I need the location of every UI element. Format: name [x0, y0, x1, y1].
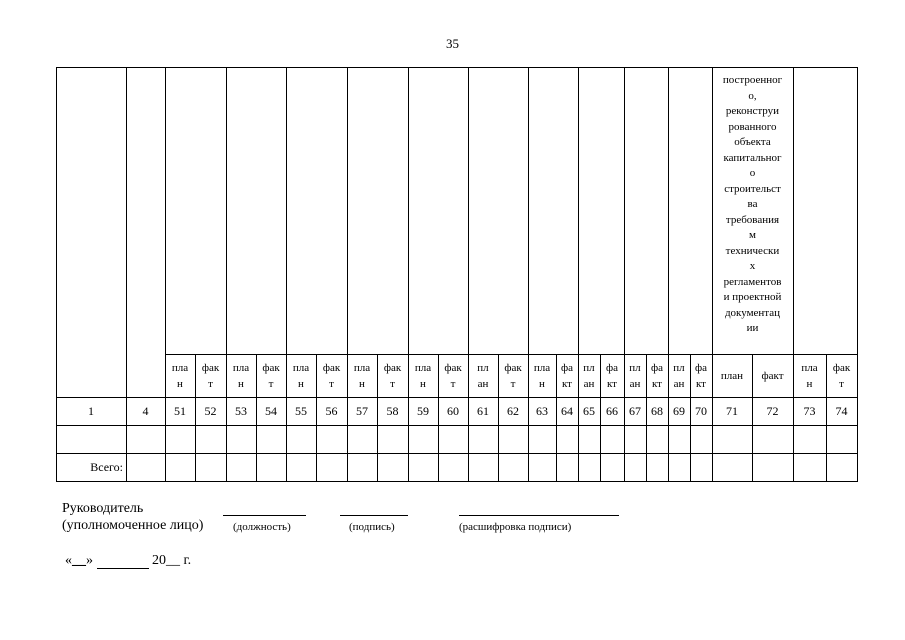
data-row-top-line: [56, 425, 858, 426]
subheader-cell: пла н: [292, 361, 310, 390]
column-number: 65: [583, 404, 595, 418]
signature-caption: (подпись): [349, 521, 395, 533]
subheader-cell: фа кт: [650, 361, 663, 390]
subheader-cell: пла н: [353, 361, 371, 390]
column-number: 72: [766, 404, 779, 418]
subheader-cell: фак т: [444, 361, 462, 390]
column-number: 66: [606, 404, 618, 418]
page-number: 35: [446, 36, 459, 51]
decoding-line: [459, 515, 619, 516]
subheader-cell: пл ан: [629, 361, 641, 390]
column-number: 73: [803, 404, 816, 418]
column-number: 55: [295, 404, 307, 418]
subheader-cell: фак т: [832, 361, 851, 390]
subheader-cell: пла н: [171, 361, 189, 390]
column-number: 54: [265, 404, 277, 418]
column-number: 69: [673, 404, 685, 418]
total-label: Всего:: [90, 460, 123, 474]
subheader-cell: пла н: [232, 361, 250, 390]
table-column-line: [857, 67, 858, 482]
subheader-cell: фа кт: [560, 361, 573, 390]
column-number: 57: [356, 404, 368, 418]
column-number: 67: [629, 404, 641, 418]
column-number: 59: [417, 404, 429, 418]
subheader-cell: фак т: [262, 361, 280, 390]
table-bottom-border: [56, 481, 858, 482]
year-prefix: 20: [152, 553, 166, 568]
column-number: 52: [204, 404, 217, 418]
column-number: 70: [695, 404, 707, 418]
position-line: [223, 515, 306, 516]
report-table: [56, 67, 858, 482]
column-number: 53: [235, 404, 247, 418]
subheader-cell: фа кт: [694, 361, 707, 390]
column-number: 68: [651, 404, 663, 418]
subheader-cell: пл ан: [583, 361, 595, 390]
subheader-cell: фак т: [201, 361, 220, 390]
authorized-person-label: (уполномоченное лицо): [62, 518, 204, 533]
year-suffix: __ г.: [166, 553, 192, 568]
column-number: 4: [142, 404, 149, 418]
column-number: 71: [726, 404, 738, 418]
header-description: построенног о, реконструи рованного объекта капитальног о строительст ва требования м технически х регламентов и проектной документац ии: [722, 74, 783, 334]
column-number: 61: [477, 404, 489, 418]
head-label: Руководитель: [62, 501, 144, 516]
subheader-cell: фа кт: [605, 361, 618, 390]
column-number: 56: [325, 404, 338, 418]
column-number: 51: [174, 404, 186, 418]
column-number: 58: [386, 404, 399, 418]
day-blank: __: [72, 553, 86, 568]
subheader-cell: пла н: [801, 361, 818, 390]
decoding-caption: (расшифровка подписи): [459, 521, 572, 533]
total-row-top-line: [56, 453, 858, 454]
month-blank-line: [97, 568, 149, 569]
subheader-cell: фак т: [504, 361, 522, 390]
subheader-cell: пла н: [533, 361, 551, 390]
column-number: 63: [536, 404, 548, 418]
subheader-cell: фак т: [383, 361, 402, 390]
year-label: [152, 553, 191, 569]
date-line: [65, 553, 93, 569]
date-close-quote: »: [86, 553, 93, 568]
column-number: 74: [835, 404, 848, 418]
subheader-cell: пла н: [414, 361, 432, 390]
subheader-cell: фак т: [322, 361, 341, 390]
column-number: 64: [561, 404, 573, 418]
subheader-cell: факт: [761, 369, 784, 382]
position-caption: (должность): [233, 521, 291, 533]
subheader-cell: план: [720, 369, 744, 382]
subheader-cell: пл ан: [673, 361, 685, 390]
signature-line: [340, 515, 408, 516]
column-number: 62: [507, 404, 519, 418]
column-number: 1: [88, 404, 94, 418]
column-number: 60: [447, 404, 459, 418]
date-open-quote: «: [65, 553, 72, 568]
subheader-cell: пл ан: [477, 361, 489, 390]
